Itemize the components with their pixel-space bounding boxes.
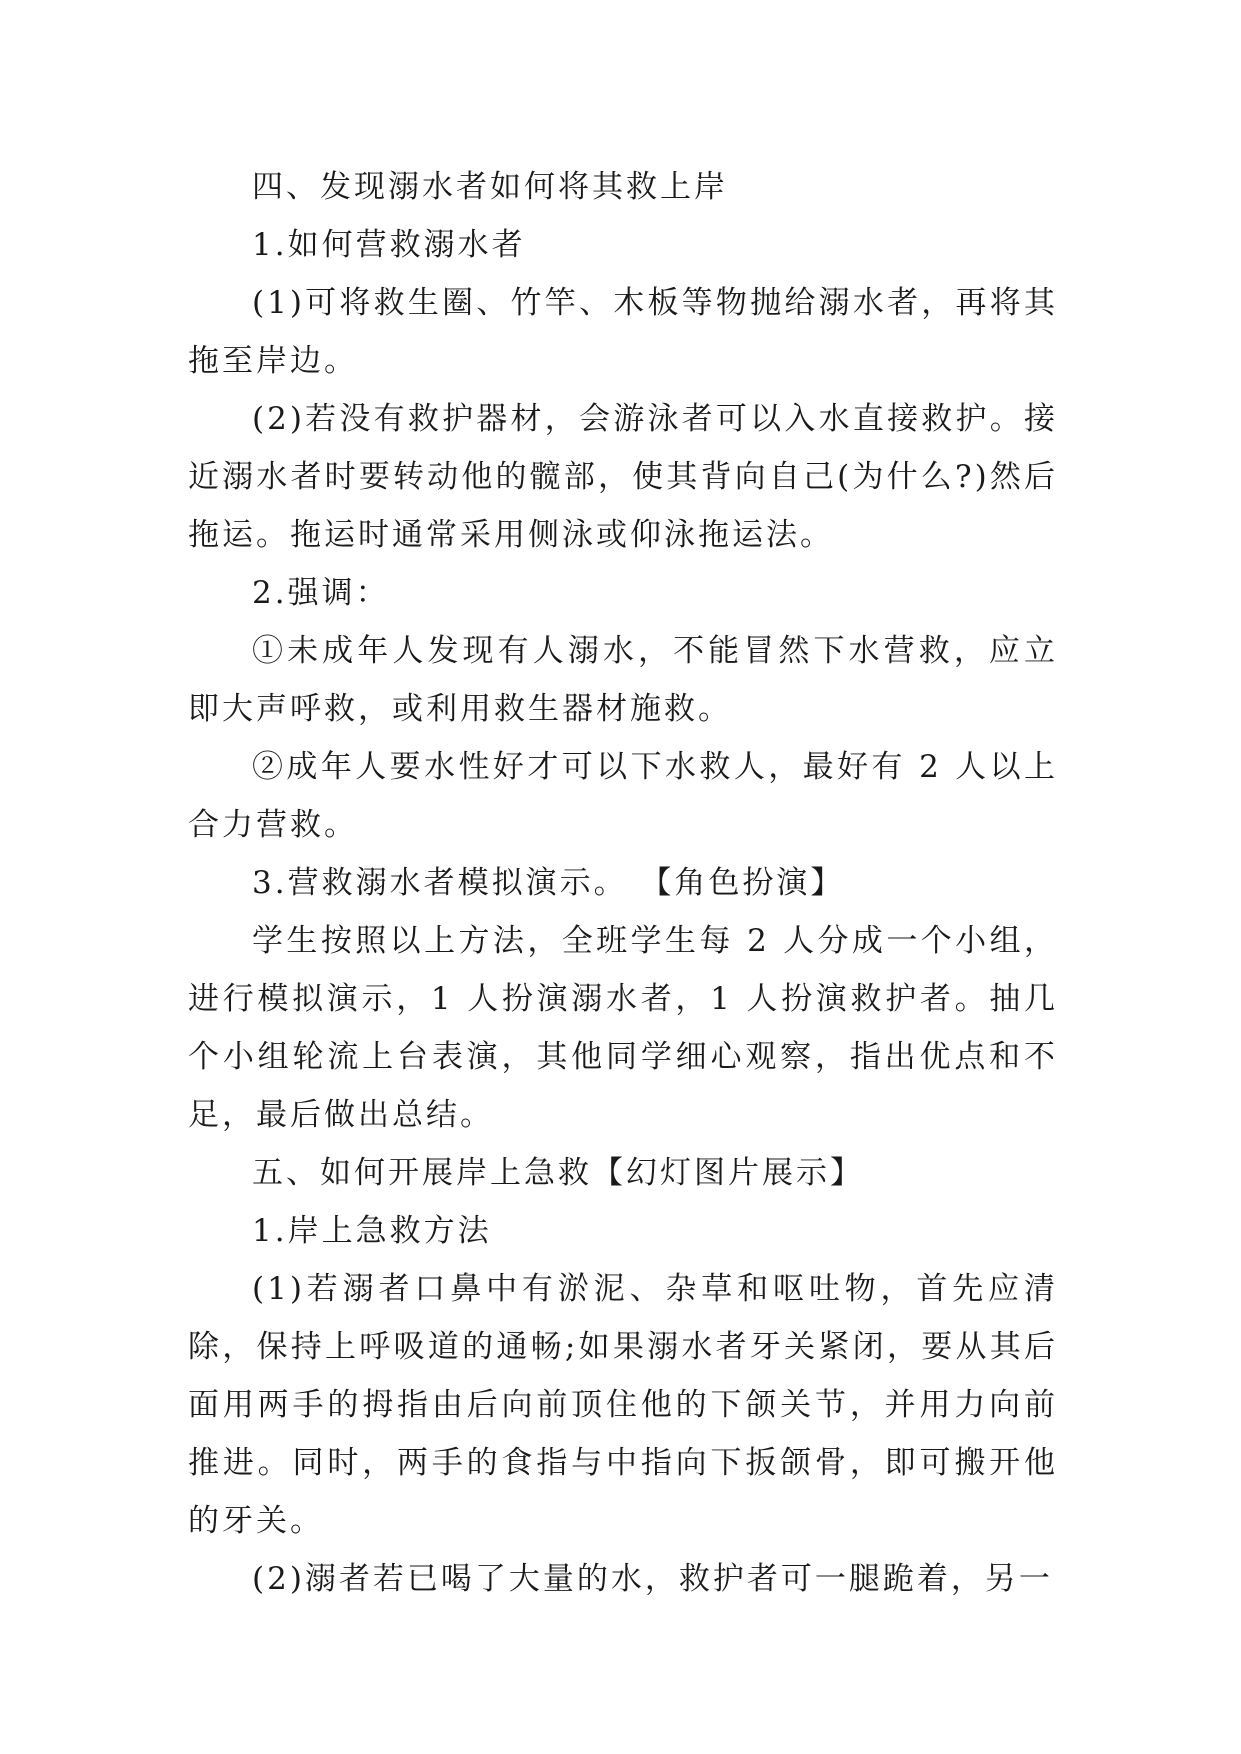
subheading-how-to-rescue: 1.如何营救溺水者 [252,227,526,263]
subheading-first-aid-methods: 1.岸上急救方法 [252,1213,492,1249]
section-heading-first-aid: 五、如何开展岸上急救【幻灯图片展示】 [252,1155,864,1191]
paragraph-item-1: (1)可将救生圈、竹竿、木板等物抛给溺水者，再将其拖至岸边。 [188,285,1058,379]
emphasis-item-2: ②成年人要水性好才可以下水救人，最好有 2 人以上合力营救。 [188,749,1058,843]
first-aid-item-1: (1)若溺者口鼻中有淤泥、杂草和呕吐物，首先应清除，保持上呼吸道的通畅;如果溺水者牙关紧闭，要从其后面用两手的拇指由后向前顶住他的下颌关节，并用力向前推进。同时，两手的食指与中指向下扳颌骨，即可搬开他的牙关。 [188,1271,1058,1539]
section-heading-rescue: 四、发现溺水者如何将其救上岸 [252,169,728,205]
paragraph-item-2: (2)若没有救护器材，会游泳者可以入水直接救护。接近溺水者时要转动他的髋部，使其背向自己(为什么?)然后拖运。拖运时通常采用侧泳或仰泳拖运法。 [188,401,1058,553]
paragraph-simulation: 学生按照以上方法，全班学生每 2 人分成一个小组，进行模拟演示，1 人扮演溺水者，1 人扮演救护者。抽几个小组轮流上台表演，其他同学细心观察，指出优点和不足，最后做出总结。 [188,923,1058,1133]
subheading-simulation: 3.营救溺水者模拟演示。 【角色扮演】 [252,865,845,901]
document-body [188,158,1058,1608]
subheading-emphasis: 2.强调： [252,575,390,611]
first-aid-item-2: (2)溺者若已喝了大量的水，救护者可一腿跪着，另一 [252,1561,1053,1597]
emphasis-item-1: ①未成年人发现有人溺水，不能冒然下水营救，应立即大声呼救，或利用救生器材施救。 [188,633,1058,727]
